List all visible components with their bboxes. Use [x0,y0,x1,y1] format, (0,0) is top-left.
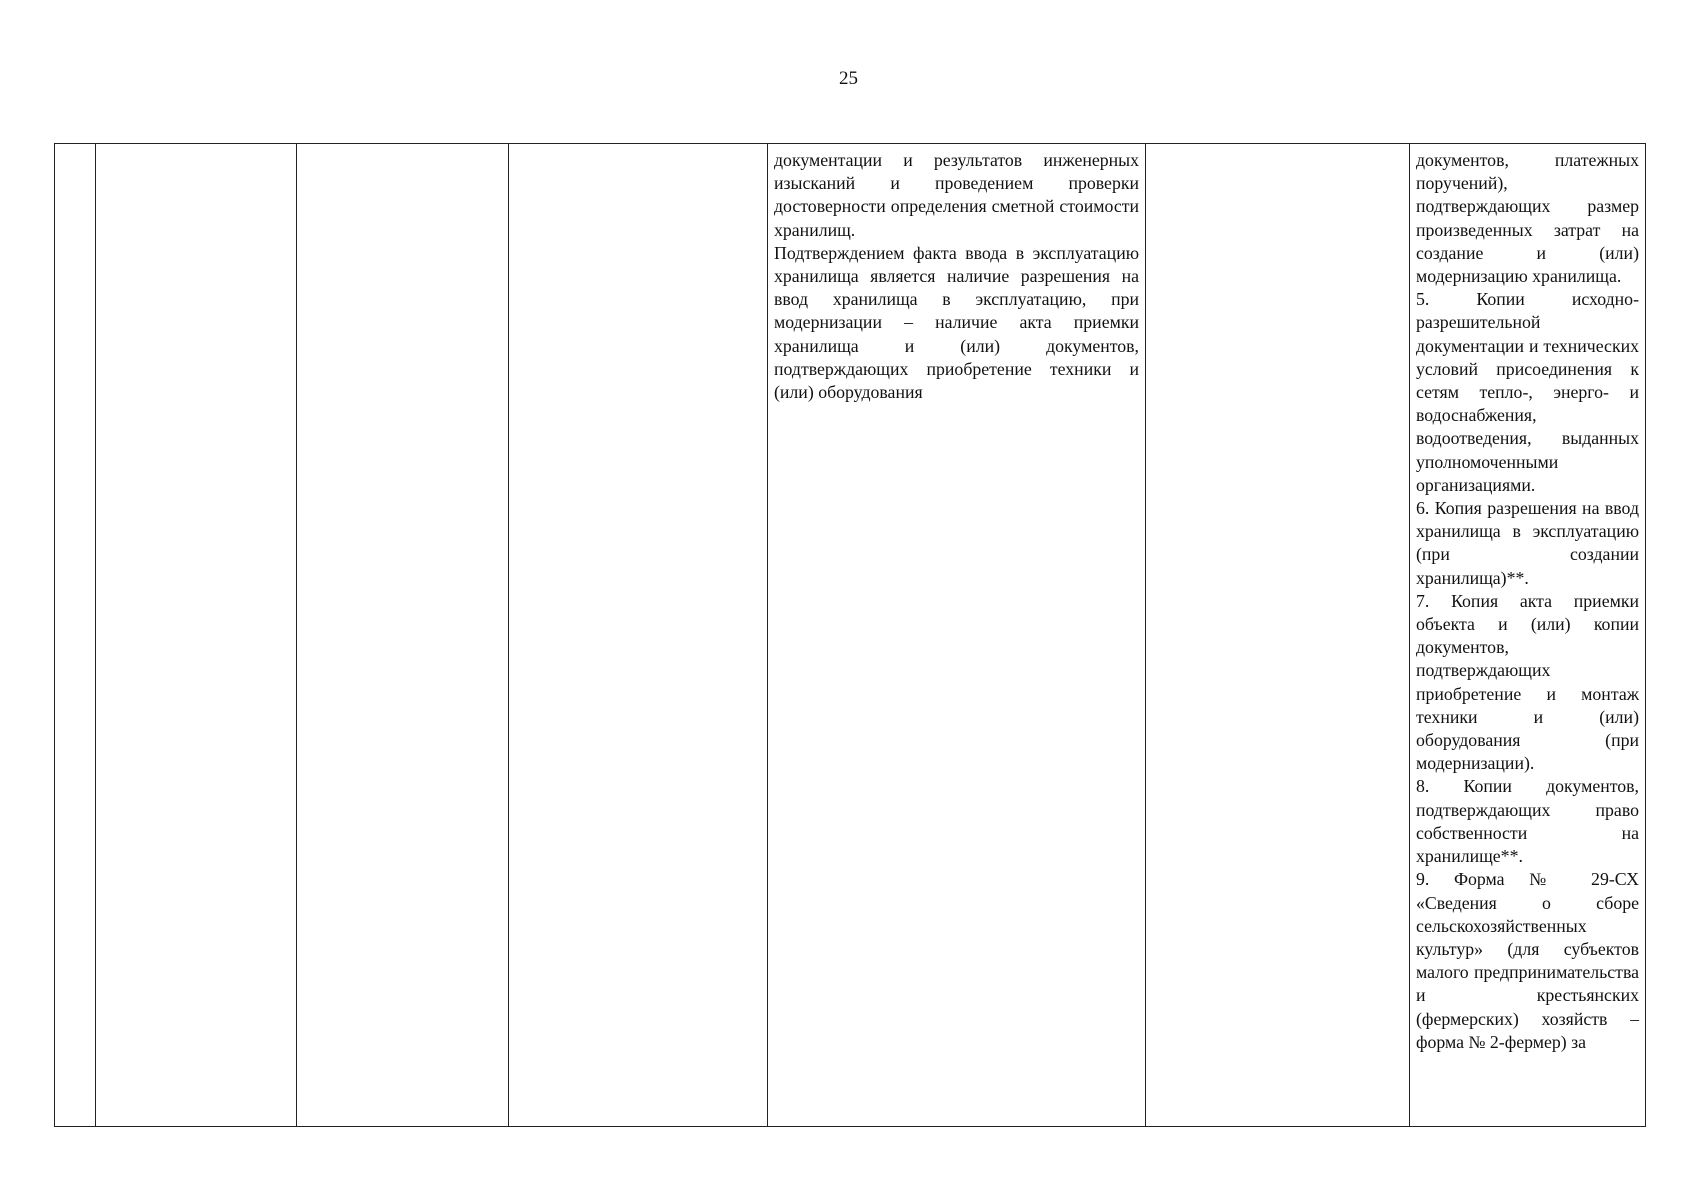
cell-paragraph: 6. Копия разрешения на ввод хранилища в эксплуатацию (при создании хранилища)**. [1416,498,1639,588]
table-cell-col3 [297,144,509,1127]
cell-paragraph: 5. Копии исходно-разрешительной документации и технических условий присоединения к сетям тепло-, энерго- и водоснабжения, водоотведения, выданных уполномоченными организациями. [1416,289,1639,495]
cell-paragraph: 9. Форма № 29-СХ «Сведения о сборе сельскохозяйственных культур» (для субъектов малого предпринимательства и крестьянских (фермерских) хозяйств – форма № 2-фермер) за [1416,869,1639,1052]
document-table [54,143,1646,1127]
page-number: 25 [839,68,858,89]
table-row [55,144,1646,1127]
table-cell-col7 [1410,144,1646,1127]
table-cell-col4 [509,144,768,1127]
table-cell-col2 [96,144,297,1127]
cell-paragraph: документации и результатов инженерных изысканий и проведением проверки достоверности определения сметной стоимости хранилищ. [774,150,1139,240]
table-cell-col6 [1146,144,1410,1127]
table-cell-col1 [55,144,96,1127]
cell-paragraph: Подтверждением факта ввода в эксплуатацию хранилища является наличие разрешения на ввод хранилища в эксплуатацию, при модернизации – наличие акта приемки хранилища и (или) документов, подтверждающих приобретение техники и (или) оборудования [774,242,1139,403]
cell-paragraph: 8. Копии документов, подтверждающих право собственности на хранилище**. [1416,776,1639,867]
cell-paragraph: документов, платежных поручений), подтверждающих размер произведенных затрат на создание и (или) модернизацию хранилища. [1416,150,1639,287]
cell-paragraph: 7. Копия акта приемки объекта и (или) копии документов, подтверждающих приобретение и монтаж техники и (или) оборудования (при модернизации). [1416,590,1639,774]
table-cell-col5 [768,144,1146,1127]
